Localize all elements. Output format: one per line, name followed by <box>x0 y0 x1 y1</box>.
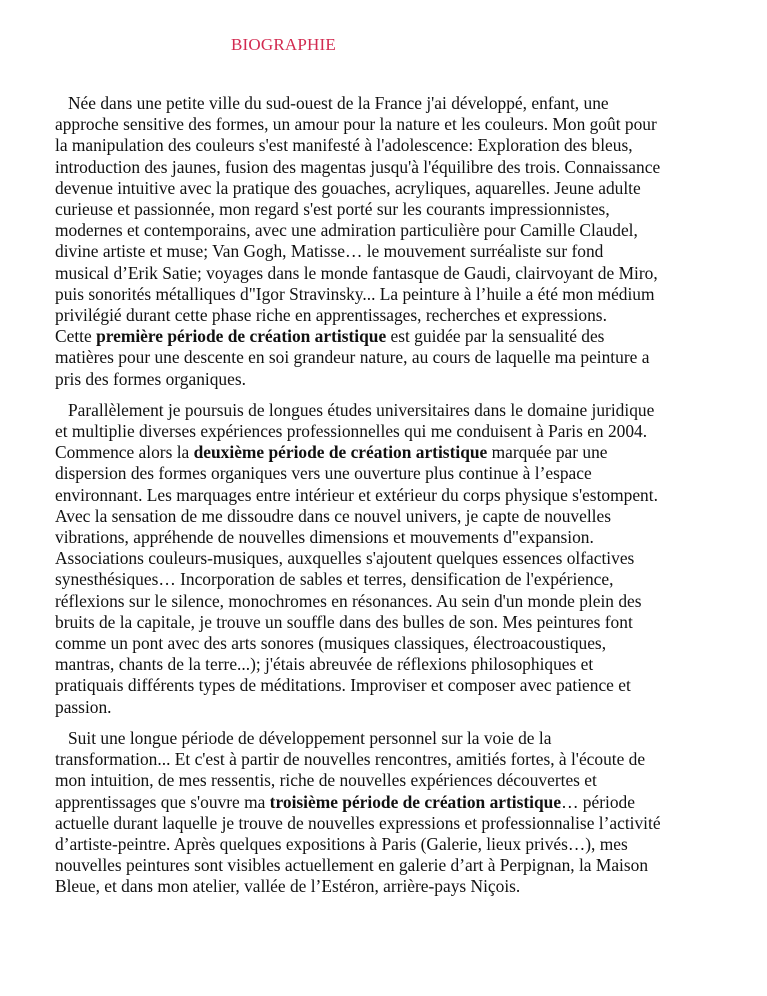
text-line: vibrations, appréhende de nouvelles dimensions et mouvements d"expansion. <box>55 527 594 548</box>
bold-phrase-third-period: troisième période de création artistique <box>269 791 562 812</box>
text-line: Avec la sensation de me dissoudre dans ce nouvel univers, je capte de nouvelles <box>55 505 611 526</box>
paragraph-2 <box>55 400 720 718</box>
text-line: devenue intuitive avec la pratique des gouaches, acryliques, aquarelles. Jeune adulte <box>55 177 641 198</box>
paragraph-3 <box>55 728 720 898</box>
biography-text <box>55 93 720 908</box>
text-span: Cette <box>55 326 97 347</box>
bold-phrase-first-period: première période de création artistique <box>96 326 387 347</box>
text-line <box>42 442 720 463</box>
text-line: curieuse et passionnée, mon regard s'est porté sur les courants impressionnistes, <box>55 199 610 220</box>
text-line: privilégié durant cette phase riche en apprentissages, recherches et expressions. <box>55 305 607 326</box>
bold-phrase-second-period: deuxième période de création artistique <box>193 442 488 463</box>
text-line: puis sonorités métalliques d"Igor Stravinsky... La peinture à l’huile a été mon médium <box>55 283 655 304</box>
text-line: Née dans une petite ville du sud-ouest de la France j'ai développé, enfant, une <box>68 93 609 113</box>
text-line: transformation... Et c'est à partir de nouvelles rencontres, amitiés fortes, à l'écoute de <box>55 749 646 770</box>
text-line: mon intuition, de mes ressentis, riche de nouvelles expériences découvertes et <box>55 770 597 791</box>
text-line: environnant. Les marquages entre intérieur et extérieur du corps physique s'estompent. <box>55 484 658 505</box>
text-line: la manipulation des couleurs s'est manifesté à l'adolescence: Exploration des bleus, <box>55 135 633 156</box>
text-line: pris des formes organiques. <box>55 368 246 389</box>
text-line <box>42 326 720 347</box>
text-line: actuelle durant laquelle je trouve de nouvelles expressions et professionnalise l’activité <box>55 812 661 833</box>
text-line: musical d’Erik Satie; voyages dans le monde fantasque de Gaudi, clairvoyant de Miro, <box>55 262 658 283</box>
text-line: matières pour une descente en soi grandeur nature, au cours de laquelle ma peinture a <box>55 347 650 368</box>
text-line: modernes et contemporains, avec une admiration particulière pour Camille Claudel, <box>55 220 638 241</box>
text-line: synesthésiques… Incorporation de sables et terres, densification de l'expérience, <box>55 569 614 590</box>
text-line: Bleue, et dans mon atelier, vallée de l’Estéron, arrière-pays Niçois. <box>55 876 521 897</box>
text-span: est guidée par la sensualité des <box>386 326 605 347</box>
text-line: pratiquais différents types de méditations. Improviser et composer avec patience et <box>55 675 631 696</box>
text-line: Suit une longue période de développement personnel sur la voie de la <box>68 727 552 748</box>
text-line: dispersion des formes organiques vers une ouverture plus continue à l’espace <box>55 463 592 484</box>
text-span: … période <box>561 791 635 812</box>
text-line: réflexions sur le silence, monochromes en résonances. Au sein d'un monde plein des <box>55 590 642 611</box>
text-span: marquée par une <box>487 442 608 463</box>
text-line: passion. <box>55 696 112 717</box>
text-line: Parallèlement je poursuis de longues études universitaires dans le domaine juridique <box>68 399 655 420</box>
text-line: comme un pont avec des arts sonores (musiques classiques, électroacoustiques, <box>55 633 607 654</box>
text-line: introduction des jaunes, fusion des magentas jusqu'à l'équilibre des trois. Connaissance <box>55 156 661 177</box>
text-line: d’artiste-peintre. Après quelques expositions à Paris (Galerie, lieux privés…), mes <box>55 833 628 854</box>
text-line: mantras, chants de la terre...); j'étais abreuvée de réflexions philosophiques et <box>55 654 594 675</box>
text-line <box>42 792 720 813</box>
page-title: BIOGRAPHIE <box>231 35 336 54</box>
text-line: bruits de la capitale, je trouve un souffle dans des bulles de son. Mes peintures font <box>55 611 633 632</box>
paragraph-1 <box>55 93 720 390</box>
text-span: Commence alors la <box>55 442 194 463</box>
text-line: Associations couleurs-musiques, auxquelles s'ajoutent quelques essences olfactives <box>55 548 635 569</box>
text-span: apprentissages que s'ouvre ma <box>55 791 270 812</box>
text-line: divine artiste et muse; Van Gogh, Matisse… le mouvement surréaliste sur fond <box>55 241 604 262</box>
text-line: nouvelles peintures sont visibles actuellement en galerie d’art à Perpignan, la Maison <box>55 855 649 876</box>
text-line: et multiplie diverses expériences professionnelles qui me conduisent à Paris en 2004. <box>55 421 648 442</box>
text-line: approche sensitive des formes, un amour pour la nature et les couleurs. Mon goût pour <box>55 114 657 135</box>
